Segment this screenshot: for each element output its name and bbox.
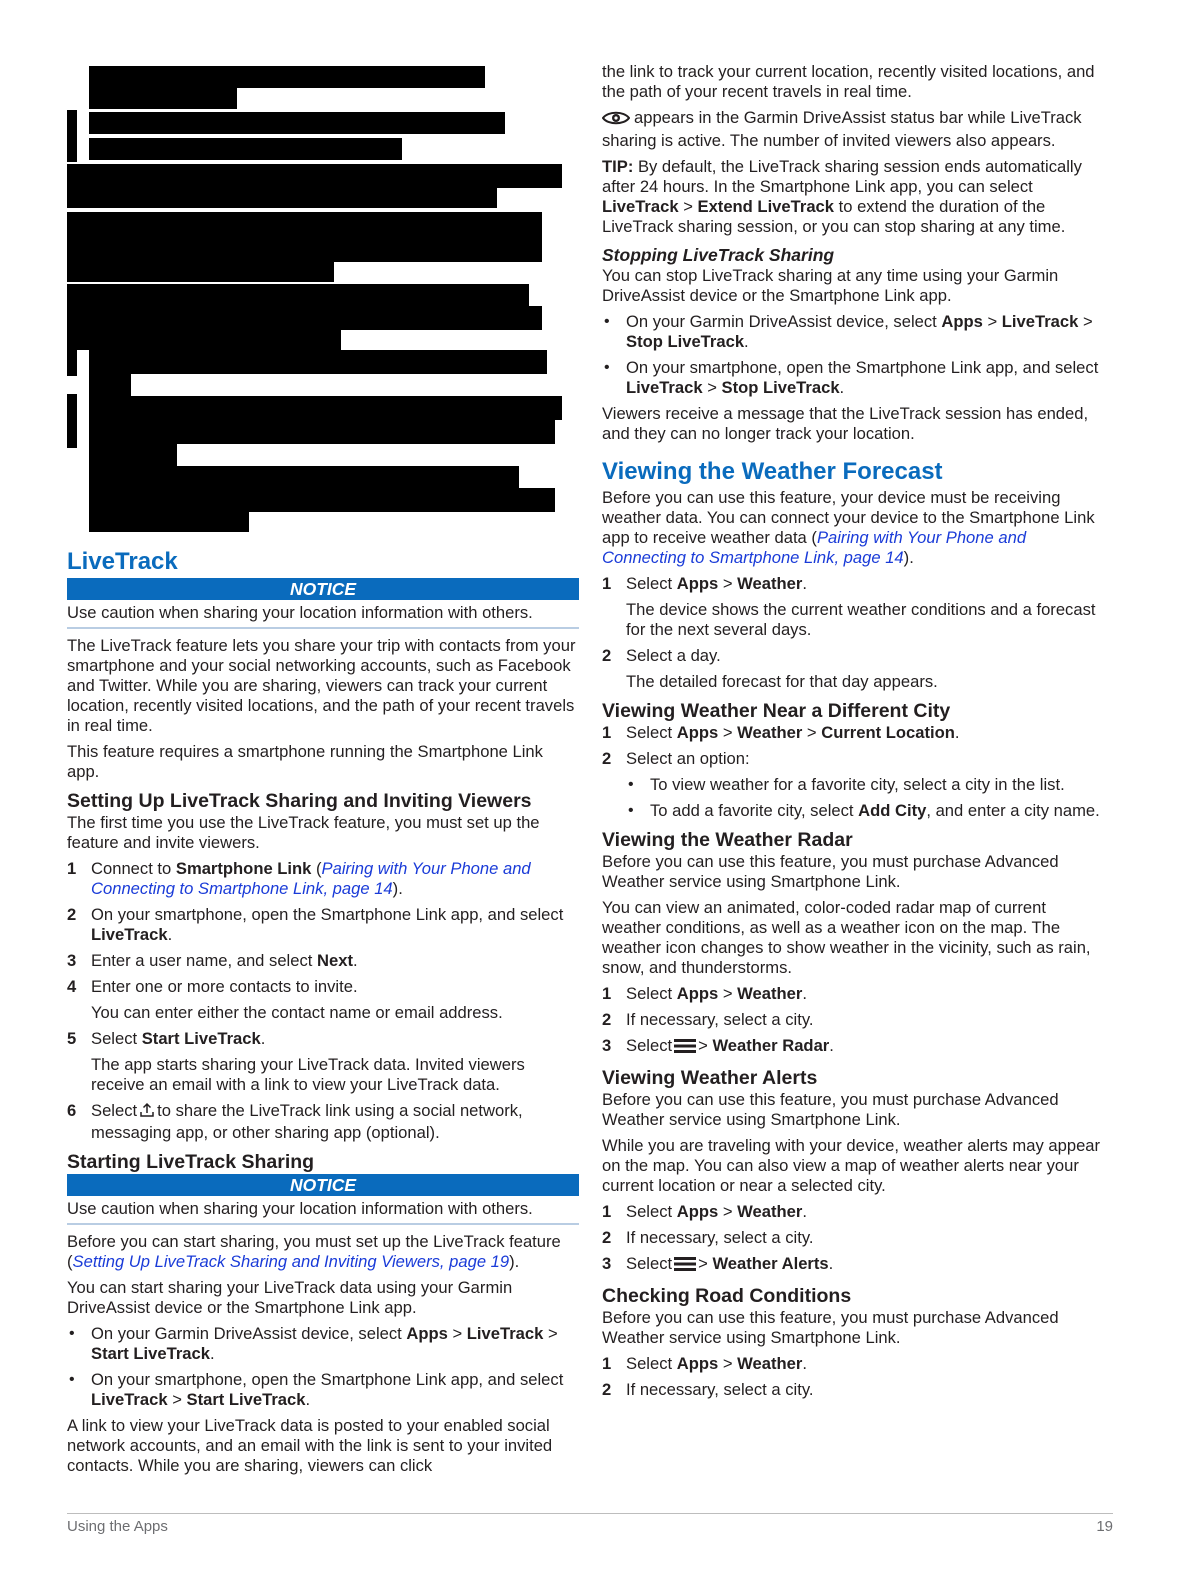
menu-icon bbox=[674, 1038, 696, 1059]
step-text: > bbox=[802, 723, 822, 742]
subheading-stop: Stopping LiveTrack Sharing bbox=[602, 245, 835, 265]
step-item bbox=[602, 574, 1102, 594]
bullet-text: > bbox=[1078, 312, 1093, 331]
step-text: ( bbox=[311, 859, 322, 878]
redaction-bar bbox=[67, 188, 497, 208]
bullet-marker: • bbox=[604, 313, 610, 330]
bullet-text: , and enter a city name. bbox=[926, 801, 1100, 820]
bullet-marker: • bbox=[628, 802, 634, 819]
step-text: > bbox=[718, 984, 738, 1003]
paragraph-text: ). bbox=[509, 1252, 520, 1271]
bullet-text: . bbox=[209, 1344, 215, 1363]
bullet-item bbox=[67, 1370, 579, 1410]
ui-term: Apps bbox=[676, 1202, 719, 1221]
bullet-text: > bbox=[543, 1324, 558, 1343]
step-text: . bbox=[828, 1254, 834, 1273]
step-text: Select bbox=[626, 1202, 677, 1221]
step-number: 3 bbox=[602, 1036, 612, 1055]
step-number: 2 bbox=[67, 905, 77, 924]
ui-term: Apps bbox=[676, 574, 719, 593]
ui-term: Weather Alerts bbox=[712, 1254, 829, 1273]
paragraph-text: > bbox=[678, 197, 698, 216]
step-number: 2 bbox=[602, 646, 612, 665]
bullet-item bbox=[602, 775, 1102, 795]
bullet-marker: • bbox=[628, 776, 634, 793]
ui-term: Current Location bbox=[821, 723, 955, 742]
redaction-bar bbox=[89, 138, 402, 160]
step-result: The app starts sharing your LiveTrack data. Invited viewers receive an email with a link to view your LiveTrack data. bbox=[91, 1055, 525, 1094]
ui-term: Start LiveTrack bbox=[91, 1344, 210, 1363]
paragraph: While you are traveling with your device, weather alerts may appear on the map. You can also view a map of weather alerts near your current location or near a selected city. bbox=[602, 1136, 1101, 1195]
ui-term: Start LiveTrack bbox=[141, 1029, 261, 1048]
bullet-text: . bbox=[305, 1390, 311, 1409]
step-text: . bbox=[802, 1354, 807, 1373]
bullet-text: . bbox=[839, 378, 845, 397]
ui-term: Weather bbox=[737, 984, 803, 1003]
step-item bbox=[602, 1354, 1102, 1374]
step-item bbox=[67, 859, 579, 899]
step-text: > bbox=[718, 1354, 738, 1373]
step-number: 1 bbox=[67, 859, 77, 878]
bullet-item bbox=[602, 358, 1102, 398]
redaction-bar bbox=[67, 110, 77, 162]
paragraph: This feature requires a smartphone running the Smartphone Link app. bbox=[67, 742, 543, 781]
step-number: 3 bbox=[602, 1254, 612, 1273]
ui-term: Next bbox=[317, 951, 353, 970]
bullet-text: On your Garmin DriveAssist device, select bbox=[626, 312, 942, 331]
step-item bbox=[602, 1010, 1102, 1030]
redaction-bar bbox=[67, 330, 341, 350]
step-text: > bbox=[718, 723, 738, 742]
step-item bbox=[602, 984, 1102, 1004]
step-item bbox=[602, 749, 1102, 769]
redaction-bar bbox=[89, 88, 237, 109]
step-result: The device shows the current weather conditions and a forecast for the next several days. bbox=[626, 600, 1096, 639]
footer-section-title: Using the Apps bbox=[67, 1518, 168, 1535]
step-number: 4 bbox=[67, 977, 77, 996]
step-text: Connect to bbox=[91, 859, 176, 878]
paragraph: The LiveTrack feature lets you share your trip with contacts from your smartphone and your social networking accounts, such as Facebook and Twitter. While you are sharing, viewers can track your current location, recently visited locations, and the path of your recent travels in real time. bbox=[67, 636, 576, 735]
step-item bbox=[67, 1101, 579, 1143]
step-item bbox=[602, 646, 1102, 666]
step-number: 1 bbox=[602, 1354, 612, 1373]
paragraph: You can view an animated, color-coded radar map of current weather conditions, as well as a weather icon on the map. The weather icon changes to show weather in the vicinity, such as rain, snow, and thunderstorms. bbox=[602, 898, 1091, 977]
step-item bbox=[67, 905, 579, 945]
paragraph-text: By default, the LiveTrack sharing session ends automatically after 24 hours. In the Smartphone Link app, you can select bbox=[602, 157, 1082, 196]
subheading-city: Viewing Weather Near a Different City bbox=[602, 700, 951, 722]
ui-term: Start LiveTrack bbox=[186, 1390, 306, 1409]
bullet-marker: • bbox=[604, 359, 610, 376]
bullet-text: To view weather for a favorite city, select a city in the list. bbox=[650, 775, 1065, 794]
bullet-text: . bbox=[744, 332, 749, 351]
notice-text: Use caution when sharing your location information with others. bbox=[67, 600, 579, 629]
redacted-region bbox=[67, 62, 579, 536]
ui-term: Add City bbox=[858, 801, 927, 820]
paragraph: You can start sharing your LiveTrack data using your Garmin DriveAssist device or the Smartphone Link app. bbox=[67, 1278, 513, 1317]
page-number: 19 bbox=[1096, 1518, 1113, 1535]
step-number: 2 bbox=[602, 1228, 612, 1247]
bullet-marker: • bbox=[69, 1325, 75, 1342]
paragraph-text: Before you can start sharing, you must set up the LiveTrack feature ( bbox=[67, 1232, 561, 1271]
ui-term: Apps bbox=[676, 1354, 719, 1373]
bullet-text: On your Garmin DriveAssist device, select bbox=[91, 1324, 407, 1343]
tip-label: TIP: bbox=[602, 157, 634, 176]
step-text: > bbox=[698, 1254, 713, 1273]
paragraph: Viewers receive a message that the LiveTrack session has ended, and they can no longer track your location. bbox=[602, 404, 1089, 443]
share-icon bbox=[139, 1102, 155, 1123]
paragraph-text: appears in the Garmin DriveAssist status bar while LiveTrack sharing is active. The number of invited viewers also appears. bbox=[602, 108, 1082, 150]
step-number: 2 bbox=[602, 749, 612, 768]
step-text: > bbox=[698, 1036, 713, 1055]
step-number: 2 bbox=[602, 1010, 612, 1029]
step-text: . bbox=[352, 951, 358, 970]
step-text: . bbox=[802, 574, 807, 593]
step-item bbox=[602, 723, 1102, 743]
step-item bbox=[602, 1228, 1102, 1248]
ui-term: Apps bbox=[406, 1324, 448, 1343]
step-text: If necessary, select a city. bbox=[626, 1228, 814, 1247]
step-number: 6 bbox=[67, 1101, 77, 1120]
paragraph: You can stop LiveTrack sharing at any time using your Garmin DriveAssist device or the Smartphone Link app. bbox=[602, 266, 1059, 305]
step-text: . bbox=[802, 984, 807, 1003]
step-text: . bbox=[802, 1202, 807, 1221]
step-text: . bbox=[167, 925, 173, 944]
step-result: The detailed forecast for that day appears. bbox=[626, 672, 938, 691]
ui-term: Smartphone Link bbox=[175, 859, 312, 878]
step-text: ). bbox=[392, 879, 403, 898]
ui-term: Extend LiveTrack bbox=[697, 197, 835, 216]
ui-term: Weather Radar bbox=[712, 1036, 830, 1055]
step-text: > bbox=[718, 574, 738, 593]
step-text: Select bbox=[91, 1029, 142, 1048]
section-heading-livetrack: LiveTrack bbox=[67, 548, 178, 575]
bullet-text: > bbox=[167, 1390, 187, 1409]
redaction-bar bbox=[89, 466, 519, 488]
ui-term: Apps bbox=[941, 312, 983, 331]
step-text: Select a day. bbox=[626, 646, 721, 665]
ui-term: LiveTrack bbox=[91, 925, 168, 944]
subheading-radar: Viewing the Weather Radar bbox=[602, 829, 853, 851]
notice-label: NOTICE bbox=[67, 1174, 579, 1196]
bullet-item bbox=[67, 1324, 579, 1364]
step-number: 1 bbox=[602, 1202, 612, 1221]
subheading-start: Starting LiveTrack Sharing bbox=[67, 1151, 315, 1173]
step-number: 1 bbox=[602, 723, 612, 742]
section-heading-weather: Viewing the Weather Forecast bbox=[602, 458, 943, 485]
step-number: 1 bbox=[602, 574, 612, 593]
step-text: . bbox=[954, 723, 960, 742]
step-text: If necessary, select a city. bbox=[626, 1380, 814, 1399]
right-column bbox=[602, 62, 1102, 1406]
redaction-bar bbox=[89, 512, 249, 532]
step-text: Select bbox=[626, 723, 677, 742]
ui-term: LiveTrack bbox=[1001, 312, 1079, 331]
ui-term: Weather bbox=[737, 574, 803, 593]
redaction-bar bbox=[67, 306, 542, 330]
step-item bbox=[602, 1254, 1102, 1277]
ui-term: Stop LiveTrack bbox=[626, 332, 745, 351]
cross-reference-link[interactable]: Pairing with Your Phone and Connecting to Smartphone Link, page 14 bbox=[91, 859, 531, 898]
bullet-text: > bbox=[702, 378, 722, 397]
step-text: Select an option: bbox=[626, 749, 750, 768]
bullet-text: On your smartphone, open the Smartphone Link app, and select bbox=[626, 358, 1099, 377]
paragraph: the link to track your current location, recently visited locations, and the path of your recent travels in real time. bbox=[602, 62, 1095, 101]
footer-divider bbox=[67, 1513, 1113, 1514]
step-number: 1 bbox=[602, 984, 612, 1003]
redaction-bar bbox=[67, 164, 562, 188]
ui-term: LiveTrack bbox=[466, 1324, 544, 1343]
step-text: On your smartphone, open the Smartphone Link app, and select bbox=[91, 905, 564, 924]
step-number: 2 bbox=[602, 1380, 612, 1399]
bullet-item bbox=[602, 801, 1102, 821]
bullet-text: To add a favorite city, select bbox=[650, 801, 859, 820]
redaction-bar bbox=[67, 262, 334, 282]
redaction-bar bbox=[67, 284, 529, 308]
ui-term: Apps bbox=[676, 984, 719, 1003]
subheading-road: Checking Road Conditions bbox=[602, 1285, 852, 1307]
step-item bbox=[602, 1202, 1102, 1222]
redaction-bar bbox=[89, 488, 555, 512]
step-text: Select bbox=[626, 574, 677, 593]
ui-term: LiveTrack bbox=[91, 1390, 168, 1409]
step-text: If necessary, select a city. bbox=[626, 1010, 814, 1029]
step-item bbox=[602, 1380, 1102, 1400]
step-text: Select bbox=[626, 1036, 673, 1055]
ui-term: LiveTrack bbox=[602, 197, 679, 216]
subheading-setup: Setting Up LiveTrack Sharing and Inviting Viewers bbox=[67, 790, 532, 812]
bullet-text: > bbox=[447, 1324, 467, 1343]
notice-text: Use caution when sharing your location information with others. bbox=[67, 1196, 579, 1225]
subheading-alerts: Viewing Weather Alerts bbox=[602, 1067, 818, 1089]
ui-term: Stop LiveTrack bbox=[721, 378, 840, 397]
paragraph: Before you can use this feature, you must purchase Advanced Weather service using Smartphone Link. bbox=[602, 1090, 1059, 1129]
step-item bbox=[67, 951, 579, 971]
step-item bbox=[67, 977, 579, 997]
left-column bbox=[67, 62, 579, 1482]
step-text: Select bbox=[626, 984, 677, 1003]
redaction-bar bbox=[89, 374, 131, 396]
cross-reference-link[interactable]: Setting Up LiveTrack Sharing and Inviting Viewers, page 19 bbox=[72, 1252, 510, 1271]
paragraph: Before you can use this feature, you must purchase Advanced Weather service using Smartphone Link. bbox=[602, 1308, 1059, 1347]
cross-reference-link[interactable]: Pairing with Your Phone and Connecting to Smartphone Link, page 14 bbox=[602, 528, 1027, 567]
paragraph: A link to view your LiveTrack data is posted to your enabled social network accounts, and an email with the link is sent to your invited contacts. While you are sharing, viewers can click bbox=[67, 1416, 553, 1475]
step-text: Select bbox=[91, 1101, 138, 1120]
ui-term: Weather bbox=[737, 1354, 803, 1373]
step-text: Enter one or more contacts to invite. bbox=[91, 977, 358, 996]
ui-term: Weather bbox=[737, 1202, 803, 1221]
bullet-text: > bbox=[982, 312, 1002, 331]
ui-term: Apps bbox=[676, 723, 719, 742]
step-item bbox=[602, 1036, 1102, 1059]
step-text: . bbox=[260, 1029, 266, 1048]
step-number: 3 bbox=[67, 951, 77, 970]
redaction-bar bbox=[89, 444, 177, 466]
redaction-bar bbox=[89, 112, 505, 134]
bullet-marker: • bbox=[69, 1371, 75, 1388]
redaction-bar bbox=[89, 396, 562, 420]
paragraph-text: Before you can use this feature, your device must be receiving weather data. You can connect your device to the Smartphone Link app to receive weather data ( bbox=[602, 488, 1095, 547]
step-text: > bbox=[718, 1202, 738, 1221]
menu-icon bbox=[674, 1256, 696, 1277]
ui-term: LiveTrack bbox=[626, 378, 703, 397]
livetrack-eye-icon bbox=[602, 110, 630, 131]
step-text: to share the LiveTrack link using a social network, messaging app, or other sharing app (optional). bbox=[91, 1101, 523, 1142]
step-text: Select bbox=[626, 1354, 677, 1373]
redaction-bar bbox=[67, 212, 542, 262]
paragraph: Before you can use this feature, you must purchase Advanced Weather service using Smartphone Link. bbox=[602, 852, 1059, 891]
step-item bbox=[67, 1029, 579, 1049]
step-text: Select bbox=[626, 1254, 673, 1273]
ui-term: Weather bbox=[737, 723, 803, 742]
step-result: You can enter either the contact name or email address. bbox=[91, 1003, 503, 1022]
notice-label: NOTICE bbox=[67, 578, 579, 600]
paragraph: The first time you use the LiveTrack feature, you must set up the feature and invite viewers. bbox=[67, 813, 540, 852]
bullet-item bbox=[602, 312, 1102, 352]
redaction-bar bbox=[89, 420, 555, 444]
step-text: . bbox=[829, 1036, 834, 1055]
redaction-bar bbox=[67, 394, 77, 448]
paragraph-text: ). bbox=[903, 548, 914, 567]
step-text: Enter a user name, and select bbox=[91, 951, 317, 970]
step-number: 5 bbox=[67, 1029, 77, 1048]
redaction-bar bbox=[89, 350, 547, 374]
redaction-bar bbox=[67, 350, 77, 376]
bullet-text: On your smartphone, open the Smartphone Link app, and select bbox=[91, 1370, 564, 1389]
paragraph-text: to extend the duration of the LiveTrack sharing session, or you can stop sharing at any time. bbox=[602, 197, 1066, 236]
redaction-bar bbox=[89, 66, 485, 88]
